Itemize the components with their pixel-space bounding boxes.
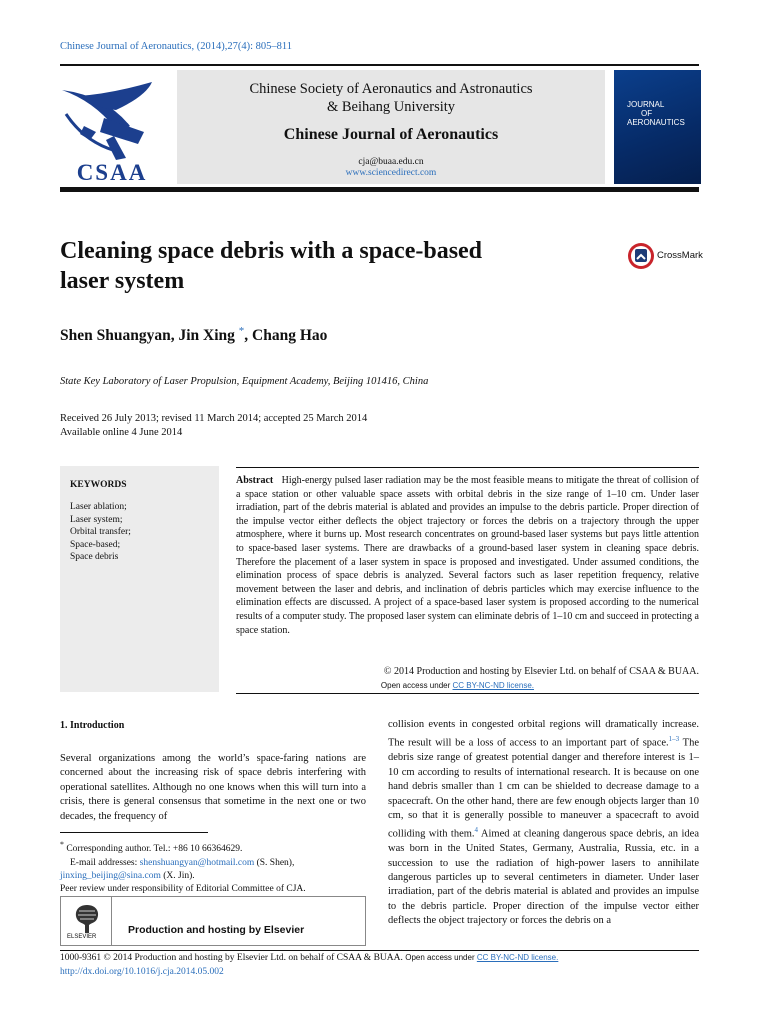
- keyword-item: Space debris: [70, 552, 119, 562]
- intro-column1: Several organizations among the world’s space-faring nations are concerned about the increasing risk of space debris interfering with operational satellites. Although no one knows when this will turn into a crisis, there is general consensus that sometime in the next one or two decades, the frequency of: [60, 753, 366, 822]
- doi-link[interactable]: http://dx.doi.org/10.1016/j.cja.2014.05.002: [60, 967, 224, 977]
- journal-email[interactable]: cja@buaa.edu.cn: [358, 157, 424, 167]
- footnote: * Corresponding author. Tel.: +86 10 66364629. E-mail addresses: shenshuangyan@hotmail.com (S. Shen), jinxing_beijing@sina.com (X. Jin). Peer review under responsibility of Editorial Committee of CJA.: [60, 838, 366, 897]
- reference-link[interactable]: 4: [474, 826, 479, 835]
- keyword-item: Space-based;: [70, 539, 121, 550]
- cover-title: JOURNAL OF AERONAUTICS: [627, 100, 685, 127]
- keywords-list: [70, 501, 131, 564]
- footer-license-link[interactable]: CC BY-NC-ND license.: [476, 953, 559, 962]
- elsevier-wordmark: ELSEVIER: [67, 934, 97, 940]
- abstract-bottom-rule: [236, 693, 699, 694]
- journal-cover-image: [614, 70, 701, 184]
- article-title: Cleaning space debris with a space-based laser system: [60, 238, 483, 294]
- journal-website-link[interactable]: www.sciencedirect.com: [345, 168, 437, 178]
- header-bottom-rule: [60, 187, 699, 192]
- author-email-link[interactable]: jinxing_beijing@sina.com: [60, 870, 161, 881]
- available-date: Available online 4 June 2014: [60, 427, 183, 438]
- elsevier-banner: [60, 896, 366, 946]
- abstract-top-rule: [236, 467, 699, 468]
- keyword-item: Laser system;: [70, 514, 123, 525]
- reference-link[interactable]: 1–3: [668, 735, 680, 744]
- keywords-box: [60, 466, 219, 692]
- article-dates: [60, 412, 367, 440]
- elsevier-tree-icon: [71, 901, 103, 935]
- footnote-star: *: [60, 840, 64, 849]
- journal-title: Chinese Journal of Aeronautics: [283, 126, 499, 143]
- banner-divider: [111, 897, 112, 945]
- abstract-copyright: © 2014 Production and hosting by Elsevier Ltd. on behalf of CSAA & BUAA.: [383, 666, 699, 677]
- society-line1: Chinese Society of Aeronautics and Astronautics: [249, 81, 533, 97]
- keywords-heading: KEYWORDS: [70, 480, 127, 490]
- license-link[interactable]: CC BY-NC-ND license.: [452, 681, 534, 690]
- abstract-label: Abstract: [236, 475, 274, 486]
- footer-rule: [60, 950, 699, 951]
- header-top-rule: [60, 64, 699, 66]
- journal-citation: Chinese Journal of Aeronautics, (2014),27(4): 805–811: [60, 41, 293, 52]
- affiliation: State Key Laboratory of Laser Propulsion, Equipment Academy, Beijing 101416, China: [60, 376, 429, 387]
- elsevier-tagline: Production and hosting by Elsevier: [128, 924, 305, 936]
- abstract-text: Abstract High-energy pulsed laser radiation may be the most feasible means to mitigate the threat of collision of a space station or other valuable space assets with orbital debris in the size range of 1–10 cm. Under laser irradiation, part of the debris material is ablated and provides an impulse to the debris particle. Proper direction of the impulse vector either deflects the object trajectory or forces the debris on a trajectory through the upper atmosphere, where it burns up. Most research concentrates on ground-based laser systems but pays little attention to space-based laser systems. There are drawbacks of a ground-based laser system in cleaning space debris. Therefore the placement of a laser system in space is proposed and investigated. Under assumed conditions, the elimination process of space debris is analyzed. Several factors such as laser repetition frequency, relative movement between the laser and debris, and inclination of debris particles which may exercise influence to the elimination effects are discussed. A project of a space-based laser system is proposed according to the numerical results of a computer study. The proposed laser system can eliminate debris of 1–10 cm and succeed in protecting a space station.: [236, 475, 699, 636]
- journal-header: [177, 70, 605, 184]
- logo-text: CSAA: [76, 160, 148, 184]
- society-line2: & Beihang University: [326, 99, 456, 115]
- abstract-open-access: Open access under CC BY-NC-ND license.: [380, 681, 534, 690]
- author-email-link[interactable]: shenshuangyan@hotmail.com: [139, 857, 255, 868]
- crossmark-icon: [626, 241, 656, 271]
- csaa-logo: [56, 74, 168, 184]
- author-list: Shen Shuangyan, Jin Xing *, Chang Hao: [60, 325, 328, 345]
- received-dates: Received 26 July 2013; revised 11 March 2014; accepted 25 March 2014: [60, 413, 368, 424]
- keyword-item: Orbital transfer;: [70, 527, 131, 537]
- footnote-rule: [60, 832, 208, 833]
- crossmark-label: CrossMark: [657, 250, 703, 261]
- crossmark-badge[interactable]: [626, 241, 704, 271]
- keyword-item: Laser ablation;: [70, 502, 127, 512]
- issn-line: 1000-9361 © 2014 Production and hosting by Elsevier Ltd. on behalf of CSAA & BUAA. Open access under CC BY-NC-ND license.: [60, 953, 559, 963]
- corresponding-author-star[interactable]: *: [238, 325, 245, 337]
- section-heading: 1. Introduction: [60, 720, 125, 731]
- intro-column2: collision events in congested orbital regions will dramatically increase. The result will be a loss of access to an important part of space.$^{1-3}$ The debris size range of greatest potential danger and therefore interest is 1–10 cm according to results of international research. It is because on one hand debris smaller than 1 cm can be shielded to decrease damage to a spacecraft. On the other hand, there are few enough objects larger than 10 cm, so that it is generally possible to maneuver a spacecraft to avoid colliding with them.$^4$ Aimed at cleaning dangerous space debris, an idea was born in the United States, Germany, Australia, Russia, etc. in a succession to use the radiation of high-power lasers to annihilate dangerous particles up to several centimeters in diameter. Under laser irradiation, part of the debris material is ablated and provides an impulse to the debris particle. Proper direction of the impulse vector either deflects the object trajectory or forces the debris on a: [388, 719, 700, 927]
- peer-review-note: Peer review under responsibility of Editorial Committee of CJA.: [60, 884, 306, 895]
